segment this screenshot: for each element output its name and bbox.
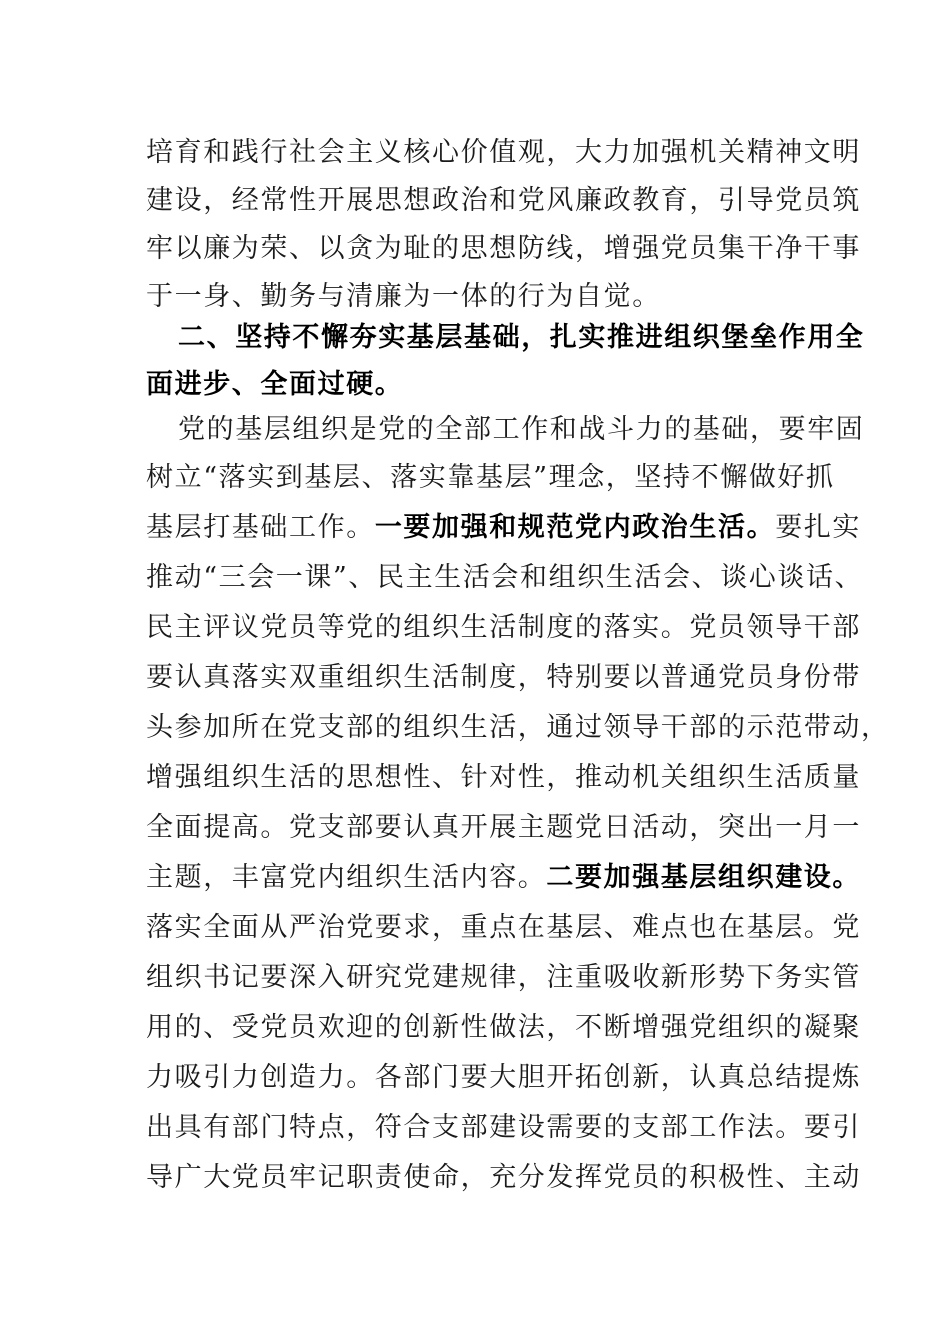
body-text-line: 于一身、勤务与清廉为一体的行为自觉。	[146, 281, 661, 312]
bold-subheading: 一要加强和规范党内政治生活。	[374, 512, 776, 543]
body-text-line: 建设，经常性开展思想政治和党风廉政教育，引导党员筑	[146, 185, 861, 216]
body-text-line: 全面提高。党支部要认真开展主题党日活动，突出一月一	[146, 812, 861, 843]
body-text-line: 培育和践行社会主义核心价值观，大力加强机关精神文明	[146, 137, 861, 168]
body-text: 基层打基础工作。	[146, 512, 375, 543]
body-text-line: 头参加所在党支部的组织生活，通过领导干部的示范带动，	[146, 712, 890, 743]
body-text-line: 落实全面从严治党要求，重点在基层、难点也在基层。党	[146, 912, 861, 943]
body-text-line: 用的、受党员欢迎的创新性做法，不断增强党组织的凝聚	[146, 1012, 861, 1043]
body-text: 主题，丰富党内组织生活内容。	[146, 862, 547, 893]
body-text-line: 牢以廉为荣、以贪为耻的思想防线，增强党员集干净干事	[146, 233, 861, 264]
bold-subheading: 二要加强基层组织建设。	[546, 862, 862, 893]
body-text: 要扎实	[775, 512, 862, 543]
body-text-line: 树立“落实到基层、落实靠基层”理念，坚持不懈做好抓	[146, 462, 835, 493]
body-text-line: 推动“三会一课”、民主生活会和组织生活会、谈心谈话、	[146, 562, 864, 593]
body-text-line: 增强组织生活的思想性、针对性，推动机关组织生活质量	[146, 762, 861, 793]
body-text-line: 导广大党员牢记职责使命，充分发挥党员的积极性、主动	[146, 1162, 861, 1193]
body-text-line: 出具有部门特点，符合支部建设需要的支部工作法。要引	[146, 1112, 861, 1143]
body-text-line: 要认真落实双重组织生活制度，特别要以普通党员身份带	[146, 662, 861, 693]
body-text-line	[146, 858, 862, 898]
section-heading: 二、坚持不懈夯实基层基础，扎实推进组织堡垒作用全	[178, 322, 865, 353]
body-text-line	[146, 508, 862, 548]
paragraph-first-line: 党的基层组织是党的全部工作和战斗力的基础，要牢固	[178, 414, 865, 445]
body-text-line: 民主评议党员等党的组织生活制度的落实。党员领导干部	[146, 612, 861, 643]
section-heading: 面进步、全面过硬。	[146, 369, 404, 400]
body-text-line: 组织书记要深入研究党建规律，注重吸收新形势下务实管	[146, 962, 861, 993]
body-text-line: 力吸引力创造力。各部门要大胆开拓创新，认真总结提炼	[146, 1062, 861, 1093]
